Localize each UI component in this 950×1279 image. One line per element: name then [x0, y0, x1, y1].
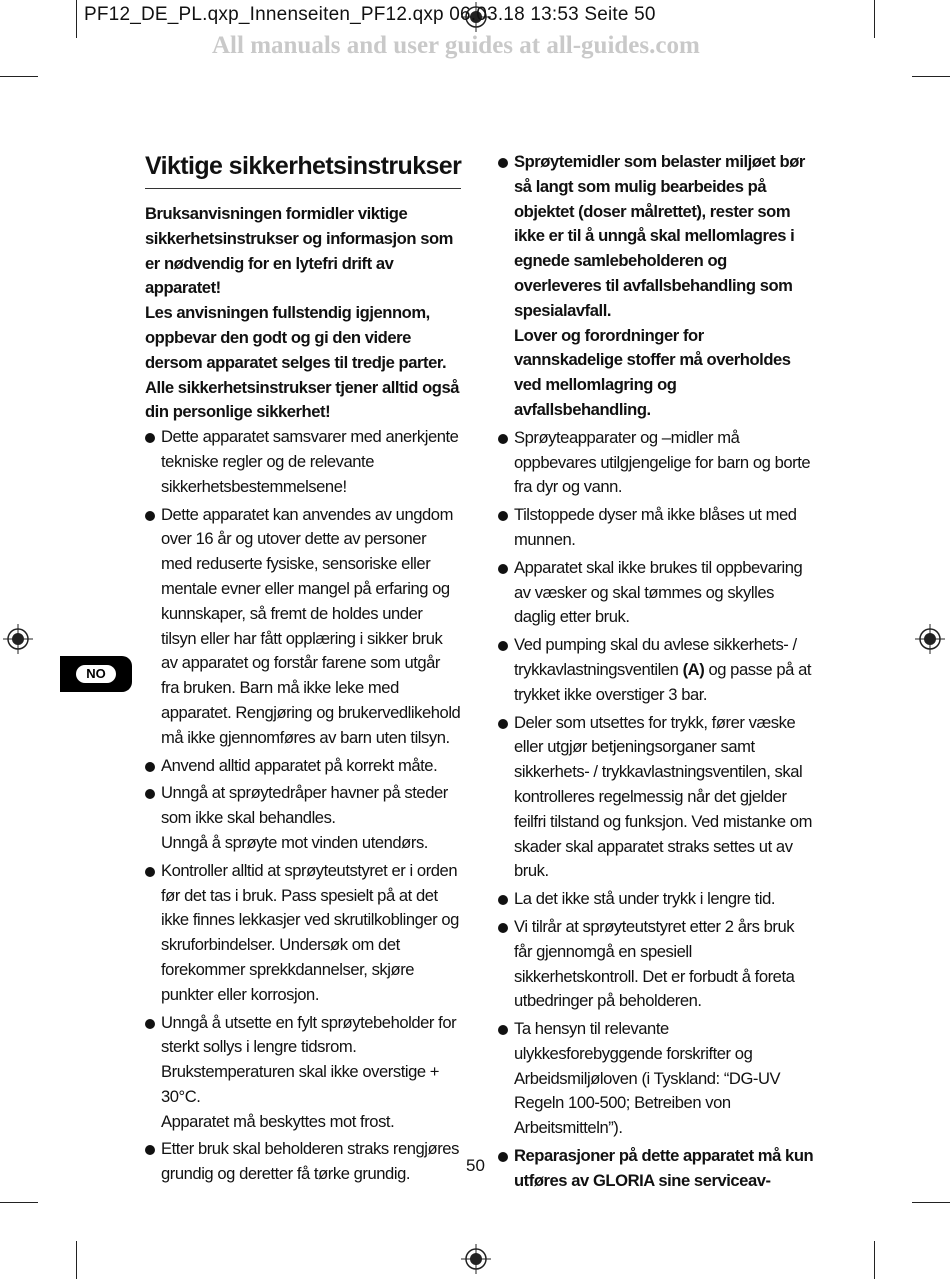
list-item [498, 915, 816, 1014]
list-item [145, 425, 461, 499]
list-item-text: Apparatet skal ikke brukes til oppbevaring av væsker og skal tømmes og skylles daglig etter bruk. [514, 557, 803, 627]
list-item [498, 633, 816, 707]
list-item [145, 781, 461, 855]
list-item-text: Dette apparatet samsvarer med anerkjente tekniske regler og de relevante sikkerhetsbestemmelsene! [161, 427, 459, 496]
list-item [498, 556, 816, 630]
left-column [145, 150, 461, 1190]
list-item-text: Ved pumping skal du avlese sikkerhets- / trykkavlastningsventilen [514, 635, 797, 679]
crop-mark-top-left-h [0, 76, 38, 77]
list-item-text: Unngå å utsette en fylt sprøytebeholder for sterkt sollys i lengre tidsrom. Brukstemperaturen skal ikke overstige + 30°C. [161, 1012, 457, 1106]
right-column [498, 150, 816, 1197]
list-item-text: Reparasjoner på dette apparatet må kun utføres av GLORIA sine serviceav- [514, 1146, 814, 1190]
list-item-text-cont: og passe på at trykket ikke overstiger 3 bar. [514, 659, 812, 704]
list-item [145, 1137, 461, 1187]
list-item [145, 503, 461, 751]
crop-mark-bottom-right-h [912, 1202, 950, 1203]
list-item-text: Vi tilrår at sprøyteutstyret etter 2 års bruk får gjennomgå en spesiell sikkerhetskontroll. Det er forbudt å foreta utbedringer på beholderen. [514, 916, 795, 1011]
safety-list-right [498, 150, 816, 1194]
watermark: All manuals and user guides at all-guides.com [212, 32, 700, 59]
language-tab-label: NO [76, 665, 116, 683]
list-item-text: Unngå at sprøytedråper havner på steder som ikke skal behandles. [161, 783, 448, 828]
list-item-text: Anvend alltid apparatet på korrekt måte. [161, 755, 438, 775]
list-item-text: Deler som utsettes for trykk, fører væske eller utgjør betjeningsorganer samt sikkerhets- / trykkavlastningsventilen, skal kontrolleres regelmessig når det gjelder feilfri tilstand og funksjon. Ved mistanke om skader skal apparatet straks settes ut av bruk. [514, 712, 812, 881]
registration-mark-right-icon [915, 624, 945, 654]
registration-mark-left-icon [3, 624, 33, 654]
list-item-text: Dette apparatet kan anvendes av ungdom over 16 år og utover dette av personer med reduserte fysiske, sensoriske eller mentale evner eller mangel på erfaring og kunnskaper, så fremt de holdes under tilsyn eller har fått opplæring i sikker bruk av apparatet og forstår farene som utgår fra bruken. Barn må ikke leke med apparatet. Rengjøring og brukervedlikehold må ikke gjennomføres av barn uten tilsyn. [161, 504, 461, 747]
list-item [145, 1011, 461, 1135]
list-item-text-extra: Lover og forordninger for vannskadelige stoffer må overholdes ved mellomlagring og avfallsbehandling. [514, 325, 791, 419]
intro-paragraph: Alle sikkerhetsinstrukser tjener alltid også din personlige sikkerhet! [145, 377, 460, 422]
list-item [498, 887, 816, 912]
print-slug: PF12_DE_PL.qxp_Innenseiten_PF12.qxp 06.03.18 13:53 Seite 50 [84, 4, 656, 25]
list-item [498, 503, 816, 553]
list-item-text-extra: Unngå å sprøyte mot vinden utendørs. [161, 832, 428, 852]
list-item-text: Kontroller alltid at sprøyteutstyret er i orden før det tas i bruk. Pass spesielt på at det ikke finnes lekkasjer ved skrutilkoblinger og skruforbindelser. Undersøk om det forekommer sprekkdannelser, skjøre punkter eller korrosjon. [161, 860, 459, 1004]
list-item-text: Ta hensyn til relevante ulykkesforebyggende forskrifter og Arbeidsmiljøloven (i Tyskland: “DG-UV Regeln 100-500; Betreiben von Arbeitsmitteln”). [514, 1019, 781, 1138]
list-item [145, 859, 461, 1008]
language-tab [60, 656, 132, 692]
page-number: 50 [466, 1156, 485, 1175]
crop-mark-top-right-v [874, 0, 875, 38]
safety-list-left [145, 425, 461, 1187]
list-item [498, 150, 816, 423]
crop-mark-top-left-v [76, 0, 77, 38]
list-item-text-extra: Apparatet må beskyttes mot frost. [161, 1111, 395, 1131]
list-item [145, 754, 461, 779]
crop-mark-bottom-right-v [874, 1241, 875, 1279]
list-item [498, 426, 816, 500]
intro-paragraph: Bruksanvisningen formidler viktige sikkerhetsinstrukser og informasjon som er nødvendig for en lytefri drift av apparatet! [145, 204, 453, 298]
list-item-text: Tilstoppede dyser må ikke blåses ut med munnen. [514, 505, 797, 549]
crop-mark-bottom-left-v [76, 1241, 77, 1279]
crop-mark-bottom-left-h [0, 1202, 38, 1203]
list-item [498, 711, 816, 885]
registration-mark-bottom-icon [461, 1244, 491, 1274]
list-item [498, 1144, 816, 1194]
list-item-text: Sprøytemidler som belaster miljøet bør så langt som mulig bearbeides på objektet (doser målrettet), rester som ikke er til å unngå skal mellomlagres i egnede samlebeholderen og overleveres til avfallsbehandling som spesialavfall. [514, 152, 805, 320]
crop-mark-top-right-h [912, 76, 950, 77]
list-item [498, 1017, 816, 1141]
valve-reference: (A) [682, 659, 705, 679]
section-heading: Viktige sikkerhetsinstrukser [145, 150, 461, 189]
list-item-text: Sprøyteapparater og –midler må oppbevares utilgjengelige for barn og borte fra dyr og vann. [514, 427, 811, 497]
intro-text [145, 202, 461, 425]
intro-paragraph: Les anvisningen fullstendig igjennom, oppbevar den godt og gi den videre dersom apparatet selges til tredje parter. [145, 303, 447, 372]
list-item-text: La det ikke stå under trykk i lengre tid. [514, 889, 776, 909]
list-item-text: Etter bruk skal beholderen straks rengjøres grundig og deretter få tørke grundig. [161, 1139, 459, 1184]
